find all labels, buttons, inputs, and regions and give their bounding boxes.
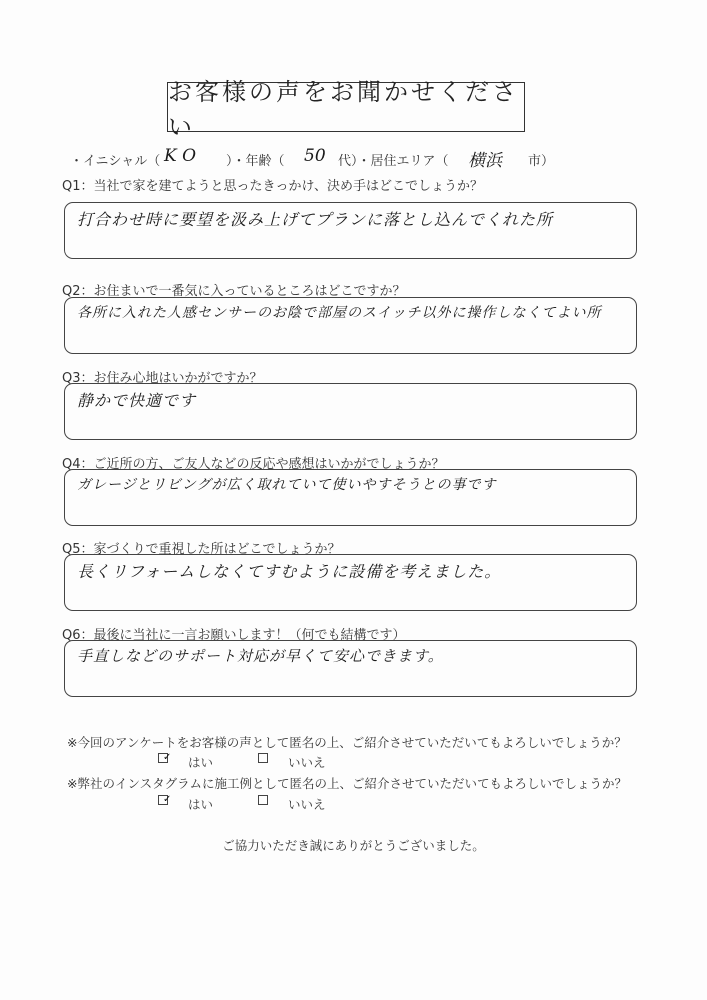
check-mark-icon: ✓ — [163, 794, 172, 805]
answer-1-box — [64, 202, 637, 259]
consent-1-yes-label: はい — [188, 755, 214, 770]
consent-1-yes-checkbox[interactable] — [158, 752, 172, 763]
age-label: ）・年齢（ — [226, 154, 285, 169]
initial-label: ・イニシャル（ — [70, 154, 161, 169]
consent-2-yes-checkbox[interactable] — [158, 794, 172, 805]
consent-1-no-label: いいえ — [288, 755, 326, 770]
check-mark-icon: ✓ — [163, 752, 172, 763]
answer-2-box — [64, 297, 637, 354]
area-suffix: 市） — [528, 154, 555, 169]
consent-2-no-label: いいえ — [288, 797, 326, 812]
answer-4-text: ガレージとリビングが広く取れていて使いやすそうとの事です — [77, 477, 497, 493]
consent-2-no-checkbox[interactable] — [258, 795, 268, 805]
answer-3-text: 静かで快適です — [77, 391, 197, 410]
consent-2-yes-label: はい — [188, 797, 214, 812]
consent-1-options — [158, 753, 418, 771]
answer-3-box — [64, 383, 637, 440]
page-title: お客様の声をお聞かせください — [167, 82, 525, 132]
answer-2-text: 各所に入れた人感センサーのお陰で部屋のスイッチ以外に操作しなくてよい所 — [77, 305, 602, 321]
question-5-label: Q5：家づくりで重視した所はどこでしょうか？ — [62, 542, 341, 557]
initial-value: K O — [164, 146, 197, 166]
closing-message: ご協力いただき誠にありがとうございました。 — [222, 838, 485, 853]
consent-2-question: ※弊社のインスタグラムに施工例として匿名の上、ご紹介させていただいてもよろしいでしょうか？ — [67, 776, 627, 791]
age-value: 50 — [304, 146, 326, 166]
answer-4-box — [64, 469, 637, 526]
respondent-info — [70, 148, 630, 170]
answer-6-box — [64, 640, 637, 697]
answer-6-text: 手直しなどのサポート対応が早くて安心できます。 — [77, 647, 444, 665]
answer-5-text: 長くリフォームしなくてすむように設備を考えました。 — [77, 562, 502, 581]
question-6-label: Q6：最後に当社に一言お願いします！（何でも結構です） — [62, 628, 406, 643]
answer-5-box — [64, 554, 637, 611]
consent-1-question: ※今回のアンケートをお客様の声として匿名の上、ご紹介させていただいてもよろしいでしょうか？ — [67, 735, 627, 750]
question-4-label: Q4：ご近所の方、ご友人などの反応や感想はいかがでしょうか？ — [62, 457, 445, 472]
area-value: 横浜 — [468, 151, 502, 171]
area-label: 代）・居住エリア（ — [338, 154, 449, 169]
answer-1-text: 打合わせ時に要望を汲み上げてプランに落とし込んでくれた所 — [77, 210, 554, 229]
consent-2-options — [158, 795, 418, 813]
consent-1-no-checkbox[interactable] — [258, 753, 268, 763]
question-1-label: Q1：当社で家を建てようと思ったきっかけ、決め手はどこでしょうか？ — [62, 179, 483, 194]
question-3-label: Q3：お住み心地はいかがですか？ — [62, 371, 263, 386]
question-2-label: Q2：お住まいで一番気に入っているところはどこですか？ — [62, 284, 406, 299]
